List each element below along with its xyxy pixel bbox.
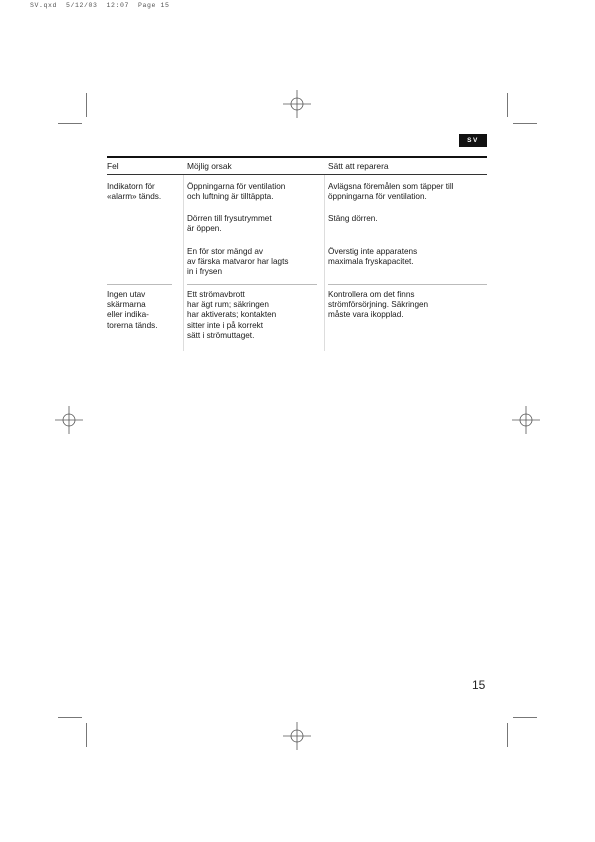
header-remedy: Sätt att reparera — [328, 161, 389, 171]
row2-remedy-1: Kontrollera om det finns strömförsörjning. Säkringen måste vara ikopplad. — [328, 290, 429, 320]
row2-cause-1: Ett strömavbrott har ägt rum; säkringen har aktiverats; kontakten sitter inte i på korrekt sätt i strömuttaget. — [187, 290, 277, 340]
row1-remedy-3: Överstig inte apparatens maximala fryskapacitet. — [328, 247, 418, 267]
registration-mark-icon — [283, 90, 311, 118]
language-tab: SV — [459, 134, 487, 147]
crop-mark — [58, 123, 82, 124]
file-slug: SV.qxd 5/12/03 12:07 Page 15 — [30, 2, 170, 9]
row1-remedy-1: Avlägsna föremålen som täpper till öppningarna för ventilation. — [328, 182, 454, 202]
header-fault: Fel — [107, 161, 119, 171]
header-cause: Möjlig orsak — [187, 161, 232, 171]
row1-fault: Indikatorn för «alarm» tänds. — [107, 182, 162, 202]
crop-mark — [86, 723, 87, 747]
row2-fault: Ingen utav skärmarna eller indika- torerna tänds. — [107, 290, 158, 330]
crop-mark — [58, 717, 82, 718]
crop-mark — [513, 123, 537, 124]
crop-mark — [86, 93, 87, 117]
crop-mark — [507, 93, 508, 117]
table-top-rule — [107, 156, 487, 158]
column-separator — [183, 175, 184, 351]
crop-mark — [507, 723, 508, 747]
row-divider — [187, 284, 317, 285]
registration-mark-icon — [512, 406, 540, 434]
registration-mark-icon — [283, 722, 311, 750]
row-divider — [328, 284, 487, 285]
table-header-rule — [107, 174, 487, 175]
row1-cause-3: En för stor mängd av av färska matvaror har lagts in i frysen — [187, 247, 289, 277]
row1-remedy-2: Stäng dörren. — [328, 214, 378, 223]
row1-cause-1: Öppningarna för ventilation och luftning är tilltäppta. — [187, 182, 286, 202]
row1-cause-2: Dörren till frysutrymmet är öppen. — [187, 214, 272, 234]
registration-mark-icon — [55, 406, 83, 434]
row-divider — [107, 284, 172, 285]
crop-mark — [513, 717, 537, 718]
column-separator — [324, 175, 325, 351]
page-number: 15 — [472, 678, 486, 692]
